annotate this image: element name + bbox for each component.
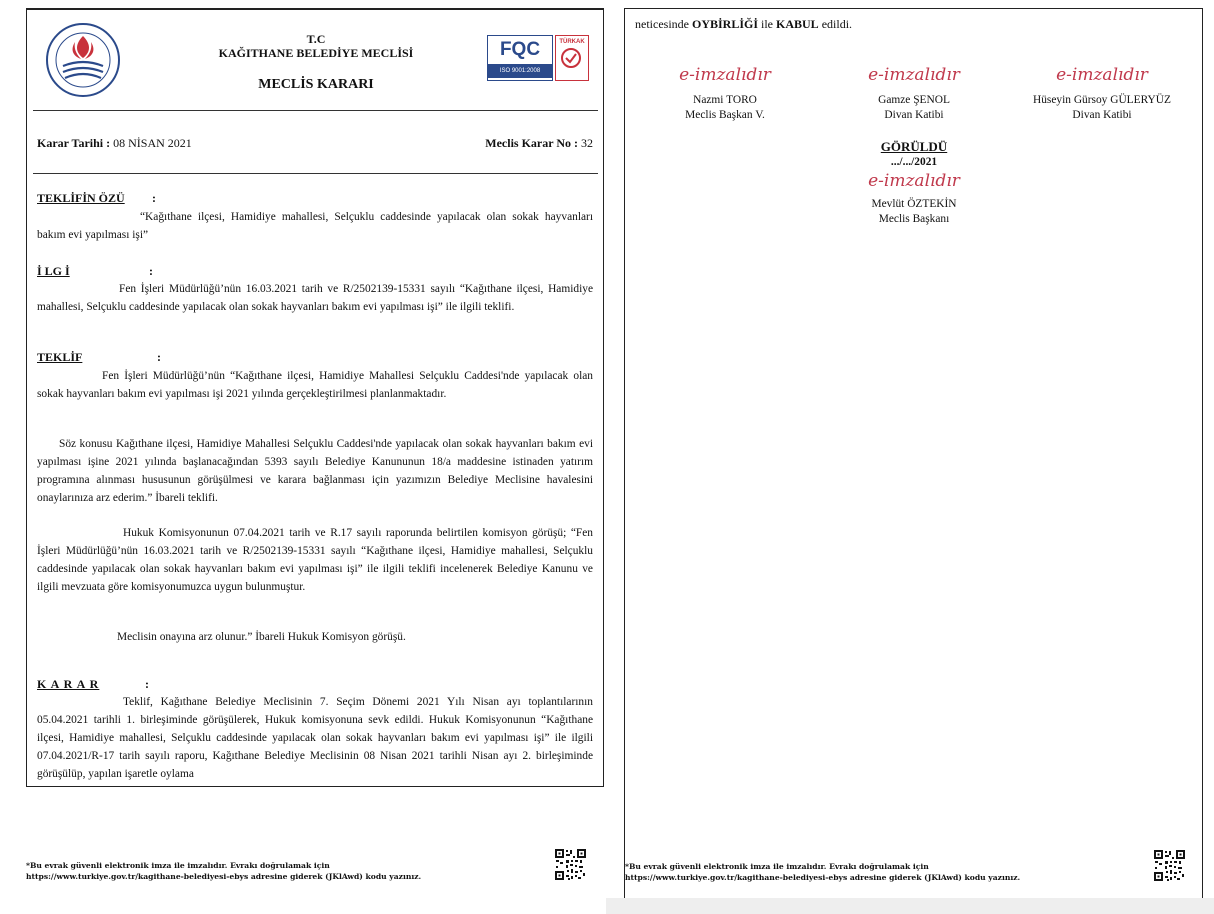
verification-note-page-1 xyxy=(26,860,546,882)
decision-result-unanimous: OYBİRLİĞİ xyxy=(691,17,759,31)
goruldu-heading: GÖRÜLDÜ xyxy=(880,139,948,154)
teklifin-ozu-heading: TEKLİFİN ÖZÜ xyxy=(37,191,125,205)
signer-block xyxy=(625,93,825,123)
karar-colon: : xyxy=(145,677,149,691)
verification-note-line-2: https://www.turkiye.gov.tr/kagithane-belediyesi-ebys adresine giderek (JKlAwd) kodu yazınız. xyxy=(26,872,422,881)
mayor-signer-block xyxy=(814,197,1014,227)
ilgi-text: Fen İşleri Müdürlüğü’nün 16.03.2021 tarih ve R/2502139-15331 sayılı “Kağıthane ilçesi, Hamidiye mahallesi, Selçuklu caddesinde yapılacak olan sokak hayvanları bakım evi yapılması işi” ile ilgili teklifi. xyxy=(37,283,593,313)
karar-heading: K A R A R xyxy=(37,677,100,691)
decision-number-value: 32 xyxy=(578,136,593,150)
decision-number xyxy=(485,136,593,151)
teklif-heading: TEKLİF xyxy=(37,350,83,364)
teklif-paragraph-1: Fen İşleri Müdürlüğü’nün “Kağıthane ilçesi, Hamidiye Mahallesi Selçuklu Caddesi'nde yapılacak olan sokak hayvanları bakım evi yapılması işi 2021 yılında gerçekleştirilmesi planlanmaktadır. xyxy=(37,370,593,400)
decision-result-pre: neticesinde xyxy=(635,17,692,31)
decision-result-mid: ile xyxy=(758,17,777,31)
signer-name: Hüseyin Gürsoy GÜLERYÜZ xyxy=(1033,94,1171,106)
ilgi-colon: : xyxy=(149,264,153,278)
fqc-text: FQC xyxy=(499,39,541,60)
goruldu-date: .../.../2021 xyxy=(890,156,938,168)
signer-name: Gamze ŞENOL xyxy=(878,94,950,106)
e-signature-mark: e-imzalıdır xyxy=(1056,65,1148,85)
turkak-check-icon xyxy=(556,45,586,73)
qr-code-icon xyxy=(1153,849,1186,882)
decision-date-value: 08 NİSAN 2021 xyxy=(110,136,192,150)
decision-result-line xyxy=(635,17,852,32)
signer-block xyxy=(814,93,1014,123)
verification-note-line-1: *Bu evrak güvenli elektronik imza ile imzalıdır. Evrakı doğrulamak için xyxy=(625,862,929,871)
decision-date xyxy=(37,136,192,151)
e-signature-mark: e-imzalıdır xyxy=(868,65,960,85)
teklifin-ozu-colon: : xyxy=(152,191,156,205)
header-tc: T.C xyxy=(306,32,326,46)
turkak-badge xyxy=(555,35,589,81)
commission-opinion-closing: Meclisin onayına arz olunur.” İbareli Hukuk Komisyon görüşü. xyxy=(117,631,406,643)
e-signature-mark: e-imzalıdır xyxy=(868,171,960,191)
header-divider xyxy=(33,110,598,111)
teklif-paragraph-2: Söz konusu Kağıthane ilçesi, Hamidiye Mahallesi Selçuklu Caddesi'nde yapılacak olan sokak hayvanları bakım evi yapılması işine 2021 yılında başlanacağından 5393 sayılı Belediye Kanununun 18/a maddesine istinaden yatırım programına alınması hususunun görüşülmesi ve karara bağlanması için yazımızın Belediye Meclisine havalesini onaylarınıza arz ederim.” İbareli teklifi. xyxy=(37,438,593,504)
signer-block xyxy=(1002,93,1202,123)
commission-opinion-paragraph: Hukuk Komisyonunun 07.04.2021 tarih ve R.17 sayılı raporunda belirtilen komisyon görüşü; “Fen İşleri Müdürlüğü’nün 16.03.2021 tarih ve R/2502139-15331 sayılı “Kağıthane ilçesi, Hamidiye mahallesi, Selçuklu caddesinde yapılacak olan sokak hayvanları bakım evi yapılması işi” ile ilgili teklifi incelenerek Belediye Kanunu ve ilgili mevzuata göre komisyonumuzca uygun bulunmuştur. xyxy=(37,527,593,593)
decision-result-post: edildi. xyxy=(818,17,853,31)
mayor-title: Meclis Başkanı xyxy=(878,213,950,225)
qr-code-icon xyxy=(554,848,587,881)
turkak-text: TÜRKAK xyxy=(559,39,585,45)
page-gap-strip xyxy=(606,898,1214,914)
decision-result-accepted: KABUL xyxy=(776,17,819,31)
teklif-colon: : xyxy=(157,350,161,364)
signer-title: Meclis Başkan V. xyxy=(685,109,765,121)
mayor-name: Mevlüt ÖZTEKİN xyxy=(871,198,957,210)
signer-name: Nazmi TORO xyxy=(693,94,757,106)
verification-note-line-2: https://www.turkiye.gov.tr/kagithane-belediyesi-ebys adresine giderek (JKlAwd) kodu yazınız. xyxy=(625,873,1021,882)
verification-note-line-1: *Bu evrak güvenli elektronik imza ile imzalıdır. Evrakı doğrulamak için xyxy=(26,861,330,870)
iso-text: ISO 9001:2008 xyxy=(488,64,552,78)
e-signature-mark: e-imzalıdır xyxy=(679,65,771,85)
meta-divider xyxy=(33,173,598,174)
header-council-name: KAĞITHANE BELEDİYE MECLİSİ xyxy=(218,46,414,60)
karar-text: Teklif, Kağıthane Belediye Meclisinin 7. Seçim Dönemi 2021 Yılı Nisan ayı toplantılarının 05.04.2021 tarihli 1. birleşiminde görüşülerek, Hukuk komisyonuna sevk edildi. Hukuk Komisyonunun “Kağıthane ilçesi, Hamidiye mahallesi, Selçuklu caddesinde yapılacak olan sokak hayvanları bakım evi yapılması işi” ile ilgili 07.04.2021/R-17 tarih sayılı raporu, Kağıthane Belediye Meclisinin 08 Nisan 2021 tarihli Nisan ayı 2. birleşiminde görüşülüp, yapılan işaretle oylama xyxy=(37,696,593,780)
document-page-2 xyxy=(624,8,1203,898)
verification-note-page-2 xyxy=(625,861,1145,883)
decision-number-label: Meclis Karar No : xyxy=(485,136,578,150)
ilgi-heading: İ LG İ xyxy=(37,264,70,278)
teklifin-ozu-text: “Kağıthane ilçesi, Hamidiye mahallesi, Selçuklu caddesinde yapılacak olan sokak hayvanları bakım evi yapılması işi” xyxy=(37,211,593,241)
document-page-1 xyxy=(26,8,604,787)
signer-title: Divan Katibi xyxy=(884,109,944,121)
fqc-iso-badge xyxy=(487,35,553,81)
decision-date-label: Karar Tarihi : xyxy=(37,136,111,150)
page-title: MECLİS KARARI xyxy=(258,77,374,92)
signer-title: Divan Katibi xyxy=(1072,109,1132,121)
